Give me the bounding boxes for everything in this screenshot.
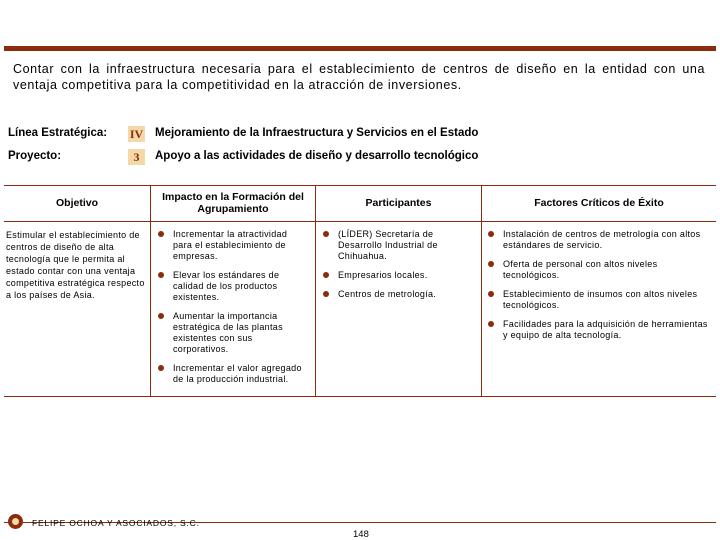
bullet-icon [158, 365, 164, 371]
objective-text: Estimular el establecimiento de centros de diseño de alta tecnología que le permita al estado contar con una ventaja competitiva estratégica respecto a los países de Asia. [6, 230, 145, 300]
header-participants: Participantes [365, 197, 432, 209]
list-item: Centros de metrología. [321, 289, 471, 300]
list-item: Incrementar la atractividad para el establecimiento de empresas. [156, 229, 306, 262]
project-label: Proyecto: [8, 150, 62, 162]
list-item: Oferta de personal con altos niveles tecnológicos. [486, 259, 710, 281]
footer-company: FELIPE OCHOA Y ASOCIADOS, S.C. [32, 518, 200, 528]
bullet-icon [488, 321, 494, 327]
header-factors: Factores Críticos de Éxito [534, 197, 664, 209]
list-item: Instalación de centros de metrología con altos estándares de servicio. [486, 229, 710, 251]
header-impact: Impacto en la Formación del Agrupamiento [162, 191, 304, 215]
bullet-icon [158, 313, 164, 319]
company-logo-icon [8, 514, 23, 529]
project-number-badge: 3 [128, 149, 145, 165]
bullet-icon [488, 291, 494, 297]
participants-list [321, 229, 471, 308]
intro-paragraph: Contar con la infraestructura necesaria para el establecimiento de centros de diseño en la entidad con una ventaja competitiva para la competitividad en la atracción de inversiones. [13, 62, 705, 92]
factors-list [486, 229, 710, 349]
list-item: Establecimiento de insumos con altos niveles tecnológicos. [486, 289, 710, 311]
table-header-divider [4, 221, 716, 222]
list-item: Empresarios locales. [321, 270, 471, 281]
table-bottom-border [4, 396, 716, 397]
impact-list [156, 229, 306, 393]
list-item: (LÍDER) Secretaría de Desarrollo Industrial de Chihuahua. [321, 229, 471, 262]
bullet-icon [323, 272, 329, 278]
bullet-icon [488, 231, 494, 237]
strategic-line-number-badge: IV [129, 127, 144, 141]
list-item: Incrementar el valor agregado de la producción industrial. [156, 363, 306, 385]
page-number: 148 [353, 529, 369, 540]
project-table [4, 185, 716, 397]
bullet-icon [323, 291, 329, 297]
header-objective: Objetivo [55, 197, 98, 209]
top-rule [4, 46, 716, 51]
list-item: Facilidades para la adquisición de herramientas y equipo de alta tecnología. [486, 319, 710, 341]
strategic-line-title: Mejoramiento de la Infraestructura y Servicios en el Estado [155, 127, 479, 139]
bullet-icon [488, 261, 494, 267]
bullet-icon [158, 231, 164, 237]
bullet-icon [323, 231, 329, 237]
bullet-icon [158, 272, 164, 278]
project-title: Apoyo a las actividades de diseño y desarrollo tecnológico [155, 150, 479, 162]
strategic-line-label: Línea Estratégica: [8, 127, 108, 139]
list-item: Aumentar la importancia estratégica de las plantas existentes con sus corporativos. [156, 311, 306, 355]
list-item: Elevar los estándares de calidad de los productos existentes. [156, 270, 306, 303]
